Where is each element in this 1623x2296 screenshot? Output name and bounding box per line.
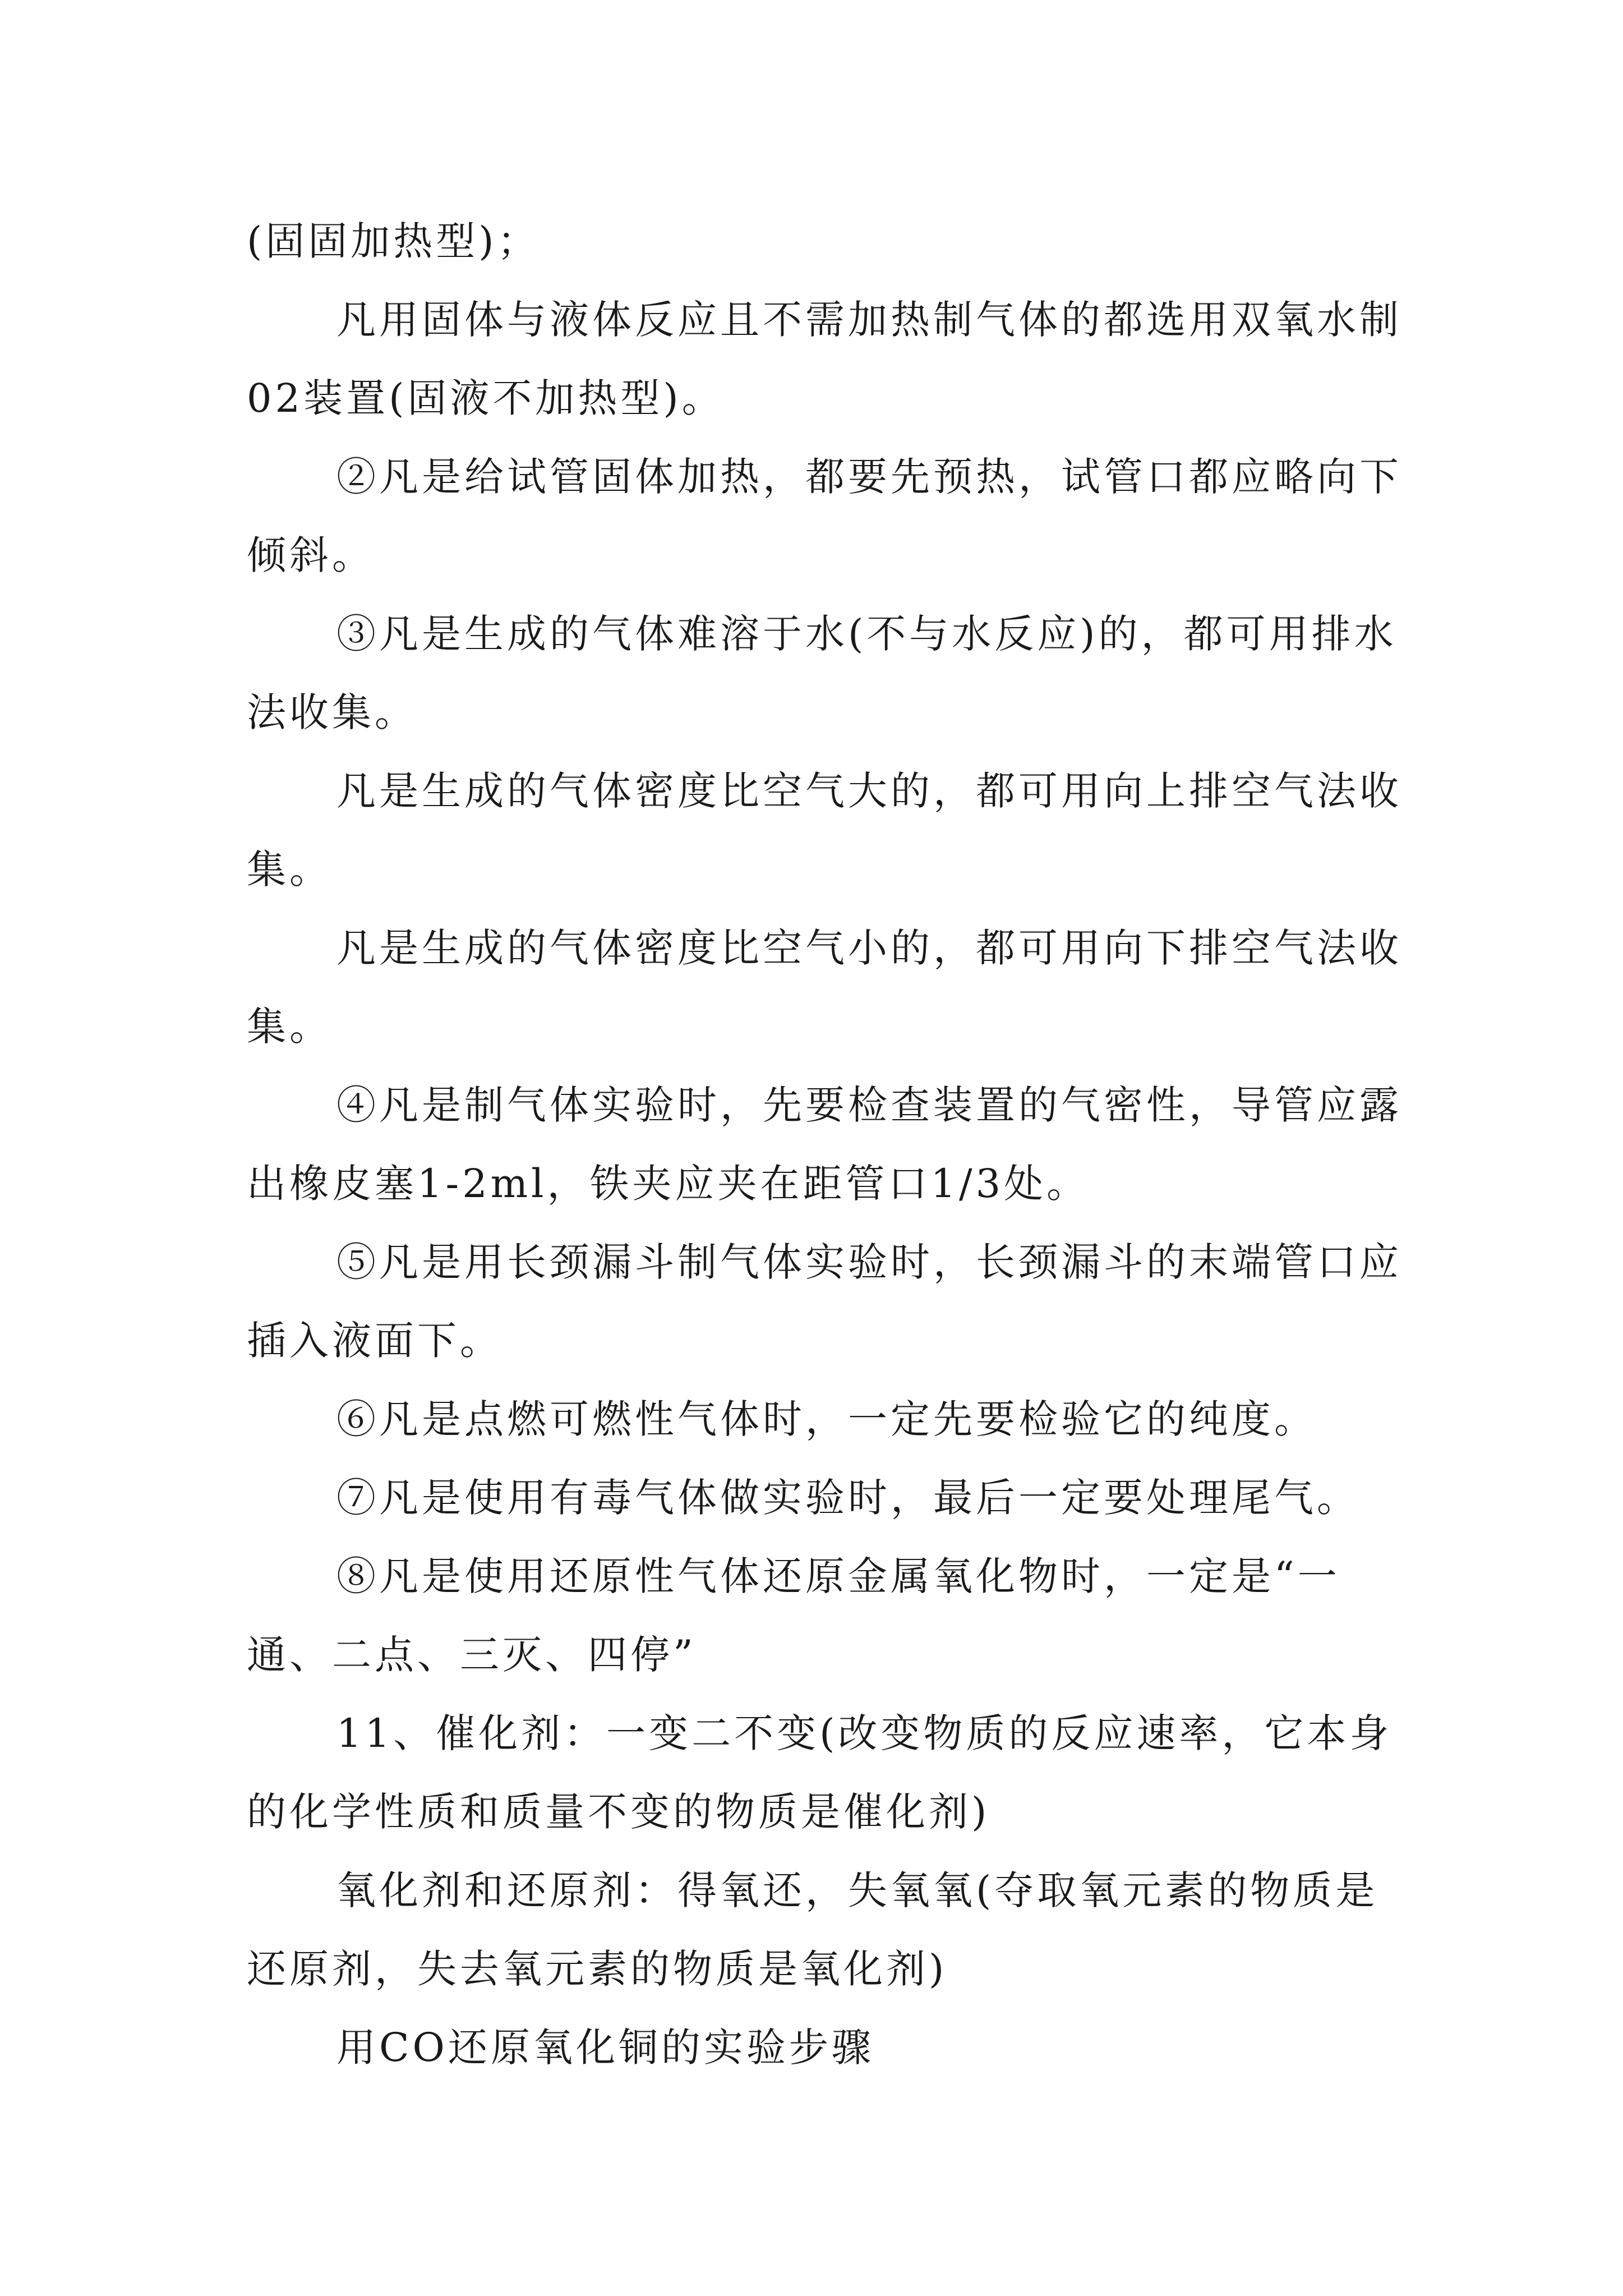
paragraph-2: 凡用固体与液体反应且不需加热制气体的都选用双氧水制02装置(固液不加热型)。 [247, 297, 1402, 421]
paragraph-1: (固固加热型)； [247, 218, 540, 264]
paragraph-14: 用CO还原氧化铜的实验步骤 [336, 2024, 874, 2070]
paragraph-13: 氧化剂和还原剂：得氧还，失氧氧(夺取氧元素的物质是还原剂，失去氧元素的物质是氧化剂) [247, 1867, 1378, 1992]
paragraph-6: 凡是生成的气体密度比空气小的，都可用向下排空气法收集。 [247, 925, 1402, 1050]
paragraph-5: 凡是生成的气体密度比空气大的，都可用向上排空气法收集。 [247, 768, 1402, 892]
paragraph-10: ⑦凡是使用有毒气体做实验时，最后一定要处理尾气。 [336, 1475, 1359, 1521]
paragraph-8: ⑤凡是用长颈漏斗制气体实验时，长颈漏斗的末端管口应插入液面下。 [247, 1239, 1402, 1364]
paragraph-7: ④凡是制气体实验时，先要检查装置的气密性，导管应露出橡皮塞1-2ml，铁夹应夹在距管口1/3处。 [247, 1082, 1402, 1207]
paragraph-9: ⑥凡是点燃可燃性气体时，一定先要检验它的纯度。 [336, 1396, 1317, 1442]
paragraph-4: ③凡是生成的气体难溶于水(不与水反应)的，都可用排水法收集。 [247, 611, 1397, 735]
paragraph-3: ②凡是给试管固体加热，都要先预热，试管口都应略向下倾斜。 [247, 454, 1402, 578]
paragraph-12: 11、催化剂：一变二不变(改变物质的反应速率，它本身的化学性质和质量不变的物质是催化剂) [247, 1710, 1393, 1835]
document-body [247, 202, 1402, 2087]
paragraph-11: ⑧凡是使用还原性气体还原金属氧化物时，一定是“一通、二点、三灭、四停” [247, 1553, 1340, 1678]
